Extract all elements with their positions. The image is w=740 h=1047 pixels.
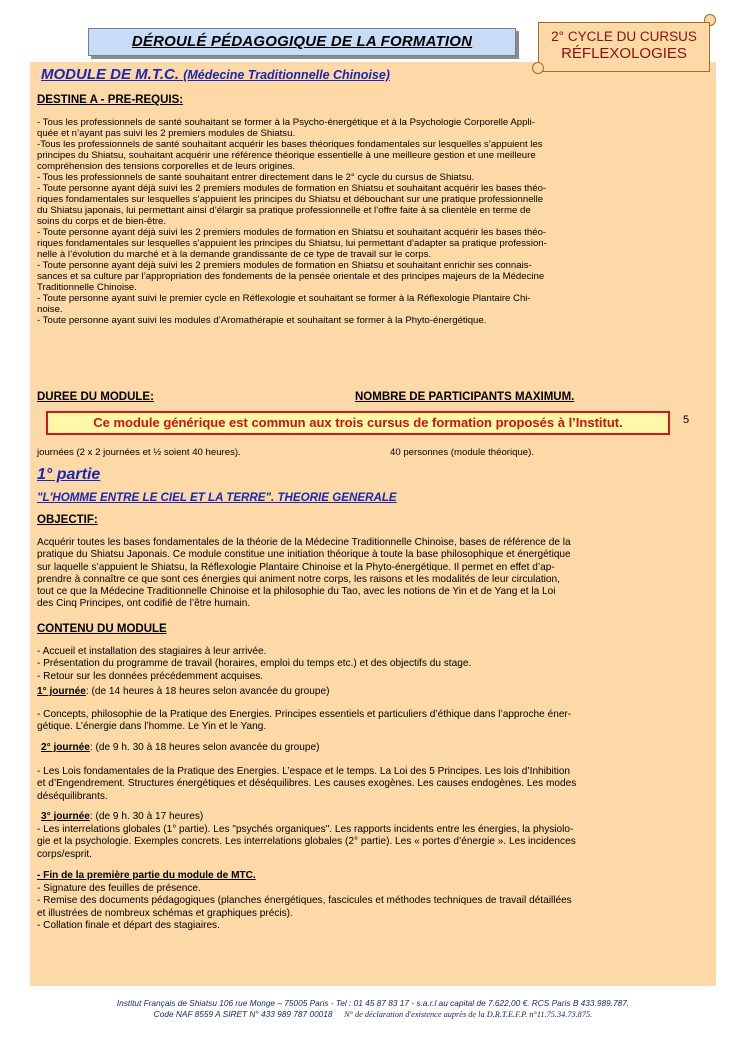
contenu-heading: CONTENU DU MODULE [37, 623, 167, 635]
objectif-line: tout ce que la Médecine Traditionnelle Chinoise et la philosophie du Tao, avec les notions de Yin et de Yang et la Loi [37, 586, 556, 598]
destine-line: nelle à l’évolution du marché et à la demande grandissante de ce type de travail sur le corps. [37, 249, 432, 260]
destine-line: -Tous les professionnels de santé souhaitant acquérir les bases théoriques fondamentales sur lesquelles s’appuient les [37, 139, 543, 150]
cycle-badge [532, 14, 718, 74]
day2-hours: : (de 9 h. 30 à 18 heures selon avancée du groupe) [89, 742, 320, 753]
day1-hours: : (de 14 heures à 18 heures selon avancée du groupe) [85, 686, 330, 697]
objectif-line: prendre à connaître ce que sont ces énergies qui animent notre corps, les raisons et les modalités de leur circulation, [37, 573, 560, 585]
day2-text [37, 766, 717, 803]
fin-line: - Signature des feuilles de présence. [37, 883, 201, 894]
module-title-main: MODULE DE M.T.C. [41, 66, 180, 83]
page-title: DÉROULÉ PÉDAGOGIQUE DE LA FORMATION [88, 28, 516, 56]
destine-line: - Toute personne ayant déjà suivi les 2 premiers modules de formation en Shiatsu et souhaitant acquérir les bases théo- [37, 183, 547, 194]
day1-header [37, 686, 329, 698]
destine-heading: DESTINE A - PRE-REQUIS: [37, 94, 184, 106]
destine-line: quée et n’ayant pas suivi les 2 premiers modules de Shiatsu. [37, 128, 296, 139]
footer [30, 998, 716, 1020]
fin-text [37, 883, 717, 932]
module-title-sub: (Médecine Traditionnelle Chinoise) [183, 68, 390, 82]
destine-line: riques fondamentales sur lesquelles s’appuient les principes du Shiatsu et débouchant sur une pratique professionnelle [37, 194, 544, 205]
objectif-line: Acquérir toutes les bases fondamentales de la théorie de la Médecine Traditionnelle Chinoise, bases de référence de la [37, 537, 571, 548]
notice-banner: Ce module générique est commun aux trois cursus de formation proposés à l’Institut. [46, 411, 670, 435]
destine-line: - Toute personne ayant déjà suivi les 2 premiers modules de formation en Shiatsu et souhaitant enrichir ses connais- [37, 260, 532, 271]
scroll-roll-bottom [532, 62, 544, 74]
fin-heading: - Fin de la première partie du module de MTC. [37, 870, 256, 881]
day1-line: - Concepts, philosophie de la Pratique des Energies. Principes essentiels et particuliers d’éthique dans l’approche éner- [37, 709, 572, 720]
day2-line: - Les Lois fondamentales de la Pratique des Energies. L’espace et le temps. La Loi des 5 Principes. Les lois d’Inhibition [37, 766, 571, 777]
destine-text [37, 117, 717, 326]
contenu-intro-line: - Accueil et installation des stagiaires à leur arrivée. [37, 646, 267, 657]
destine-line: - Toute personne ayant déjà suivi les 2 premiers modules de formation en Shiatsu et souhaitant acquérir les bases théo- [37, 227, 547, 238]
day3-line: gie et la psychologie. Exemples concrets. Les interrelations globales (2° partie). Les « portes d’énergie ». Les incidences [37, 836, 576, 848]
day1-line: gétique. L’énergie dans l’homme. Le Yin et le Yang. [37, 721, 267, 733]
day3-header [41, 811, 203, 823]
contenu-intro-line: - Retour sur les données précédemment acquises. [37, 670, 264, 682]
destine-line: noise. [37, 304, 63, 315]
objectif-line: pratique du Shiatsu Japonais. Ce module constitue une initiation théorique à toute la base philosophique et énergétique [37, 549, 571, 561]
day2-line: déséquilibrants. [37, 790, 108, 802]
fin-line: - Collation finale et départ des stagiaires. [37, 919, 220, 931]
objectif-text [37, 537, 717, 611]
day1-text [37, 709, 717, 734]
page-number: 5 [683, 414, 690, 426]
duree-value: journées (2 x 2 journées et ½ soient 40 heures). [37, 447, 241, 458]
destine-line: - Toute personne ayant suivi le premier cycle en Réflexologie et souhaitant se former à la Réflexologie Plantaire Chi- [37, 293, 531, 304]
destine-line: du Shiatsu japonais, lui permettant ainsi d’élargir sa pratique professionnelle et l’offre faite à sa clientèle en terme de [37, 205, 531, 216]
day2-header [41, 742, 319, 754]
footer-line2-code: Code NAF 8559 A SIRET N° 433 989 787 00018 [153, 1009, 333, 1019]
destine-line: riques fondamentales sur lesquelles s’appuient les principes du Shiatsu, lui permettant d’adapter sa pratique profession- [37, 238, 547, 249]
day3-line: corps/esprit. [37, 848, 92, 860]
destine-line: sances et sa culture par l’appropriation des fondements de la pensée orientale et des principes majeurs de la Médecine [37, 271, 545, 282]
destine-line: - Tous les professionnels de santé souhaitant se former à la Psycho-énergétique et à la Psychologie Corporelle Appli- [37, 117, 535, 128]
destine-line: Traditionnelle Chinoise. [37, 282, 137, 293]
participants-value: 40 personnes (module théorique). [390, 447, 534, 458]
day1-label: 1° journée [37, 686, 86, 697]
contenu-intro-line: - Présentation du programme de travail (horaires, emploi du temps etc.) et des objectifs du stage. [37, 658, 472, 670]
day3-label: 3° journée [41, 811, 90, 822]
objectif-line: sur laquelle s’appuient le Shiatsu, la Réflexologie Plantaire Chinoise et la Phyto-énergétique. Il permet en effet d’ap- [37, 561, 555, 573]
day3-hours: : (de 9 h. 30 à 17 heures) [89, 811, 204, 822]
day2-line: et d’Engendrement. Structures énergétiques et déséquilibres. Les causes exogènes. Les causes endogènes. Les modes [37, 778, 577, 790]
destine-line: - Tous les professionnels de santé souhaitant entrer directement dans le 2° cycle du cursus de Shiatsu. [37, 172, 475, 183]
fin-line: - Remise des documents pédagogiques (planches énergétiques, fascicules et méthodes techniques de travail détaillées [37, 895, 572, 907]
cycle-badge-line1: 2° CYCLE DU CURSUS [551, 29, 697, 44]
objectif-line: des Cinq Principes, ont codifié de l’être humain. [37, 598, 251, 610]
participants-heading: NOMBRE DE PARTICIPANTS MAXIMUM. [355, 391, 575, 403]
duree-heading: DUREE DU MODULE: [37, 391, 154, 403]
contenu-intro [37, 646, 717, 683]
destine-line: compréhension des tensions corporelles et de leurs origines. [37, 161, 296, 172]
day3-text [37, 824, 717, 861]
fin-line: et illustrées de nombreux schémas et graphiques précis). [37, 907, 293, 919]
destine-line: soins du corps et de bien-être. [37, 216, 167, 227]
part-label: 1° partie [37, 466, 101, 483]
cycle-badge-line2: RÉFLEXOLOGIES [561, 45, 687, 62]
destine-line: principes du Shiatsu, souhaitant acquérir une référence théorique essentielle à une meilleure gestion et une meilleure [37, 150, 536, 161]
day3-line: - Les interrelations globales (1° partie). Les "psychés organiques". Les rapports incidents entre les énergies, la physiolo- [37, 824, 574, 835]
day2-label: 2° journée [41, 742, 90, 753]
part-theme: "L'HOMME ENTRE LE CIEL ET LA TERRE". THEORIE GENERALE [37, 491, 397, 504]
footer-line2-declaration: N° de déclaration d'existence auprès de la D.R.T.E.F.P. n°11.75.34.73.875. [344, 1010, 593, 1019]
footer-line1: Institut Français de Shiatsu 106 rue Monge – 75005 Paris - Tel : 01 45 87 83 17 - s.a.r.l au capital de 7.622,00 €. RCS Paris B 433.989.787. [116, 998, 630, 1008]
module-title [41, 66, 390, 83]
objectif-heading: OBJECTIF: [37, 514, 98, 526]
cycle-badge-body [538, 22, 710, 72]
destine-line: - Toute personne ayant suivi les modules d’Aromathérapie et souhaitant se former à la Phyto-énergétique. [37, 315, 487, 326]
